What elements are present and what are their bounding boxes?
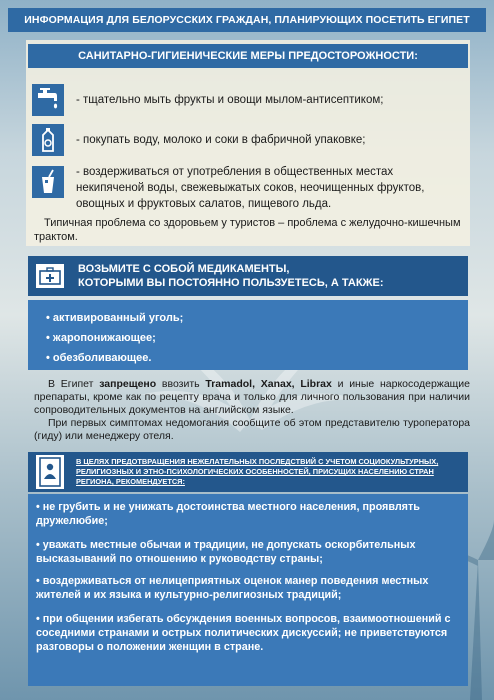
list-item: • уважать местные обычаи и традиции, не допускать оскорбительных высказываний по отношению к руководству страны; [36,539,416,565]
list-item: • воздерживаться от нелицеприятных оценок манер поведения местных жителей и их языка и культурно-религиозных традиций; [36,575,429,601]
recommendations-header [28,452,468,492]
law-text-part: В Египет [48,378,100,390]
drink-glass-icon [32,166,64,198]
list-item: • при общении избегать обсуждения военных вопросов, взаимоотношений с соседними странами и острых политических дискуссий; не приветствуются разговоры о положении женщин в стране. [36,613,451,653]
health-problem-note [34,216,470,244]
hygiene-rule-text: - покупать воду, молоко и соки в фабричной упаковке; [76,134,366,146]
medicine-section-header [28,256,468,296]
hygiene-rule-text: - тщательно мыть фрукты и овощи мылом-антисептиком; [76,94,384,106]
recommendations-list [28,494,468,686]
list-item: • активированный уголь; [46,312,184,324]
recommendations-title: В ЦЕЛЯХ ПРЕДОТВРАЩЕНИЯ НЕЖЕЛАТЕЛЬНЫХ ПОСЛЕДСТВИЙ С УЧЕТОМ СОЦИОКУЛЬТУРНЫХ, РЕЛИГИОЗНЫХ И ЭТНО-ПСИХОЛОГИЧЕСКИХ ОСОБЕННОСТЕЙ, ПРИСУЩИХ НАСЕЛЕНИЮ СТРАН РЕГИОНА, РЕКОМЕНДУЕТСЯ: [76,457,439,486]
medicine-title-line1: ВОЗЬМИТЕ С СОБОЙ МЕДИКАМЕНТЫ, [78,263,290,275]
health-problem-text: Типичная проблема со здоровьем у туристов – проблема с желудочно-кишечным трактом. [34,217,461,243]
page-title: ИНФОРМАЦИЯ ДЛЯ БЕЛОРУССКИХ ГРАЖДАН, ПЛАНИРУЮЩИХ ПОСЕТИТЬ ЕГИПЕТ [8,8,486,32]
first-aid-kit-icon [36,264,64,288]
list-item: • жаропонижающее; [46,332,156,344]
list-item: • не грубить и не унижать достоинства местного населения, проявлять дружелюбие; [36,501,420,527]
person-id-icon [36,455,64,489]
hygiene-rule-raw-food [32,166,456,212]
hygiene-rule-fruit [32,84,383,116]
law-text-part: ввозить [156,378,206,390]
milk-carton-icon [32,124,64,156]
hygiene-rule-text: - воздерживаться от употребления в общественных местах некипяченой воды, свежевыжатых соков, неочищенных фруктов, овощных и фруктовых салатов, пищевого льда. [76,166,425,210]
law-text-part: и иные наркосодержащие препараты, кроме как по рецепту врача и только для личного пользования при наличии сопроводительных документов на английском языке. [34,378,471,416]
medicine-list [28,300,468,370]
law-text-bold: запрещено [99,378,157,390]
hygiene-section-title: САНИТАРНО-ГИГИЕНИЧЕСКИЕ МЕРЫ ПРЕДОСТОРОЖНОСТИ: [28,44,468,68]
symptoms-paragraph: При первых симптомах недомогания сообщите об этом представителю туроператора (гиду) или менеджеру отеля. [34,417,470,442]
medicine-section-title [78,262,384,290]
banned-drugs: Tramadol, Xanax, Librax [205,378,332,390]
hygiene-rule-packaging [32,124,366,156]
import-restrictions-paragraph [34,378,470,417]
medicine-title-line2: КОТОРЫМИ ВЫ ПОСТОЯННО ПОЛЬЗУЕТЕСЬ, А ТАКЖЕ: [78,277,384,289]
faucet-icon [32,84,64,116]
list-item: • обезболивающее. [46,352,152,364]
import-restrictions [34,378,470,443]
